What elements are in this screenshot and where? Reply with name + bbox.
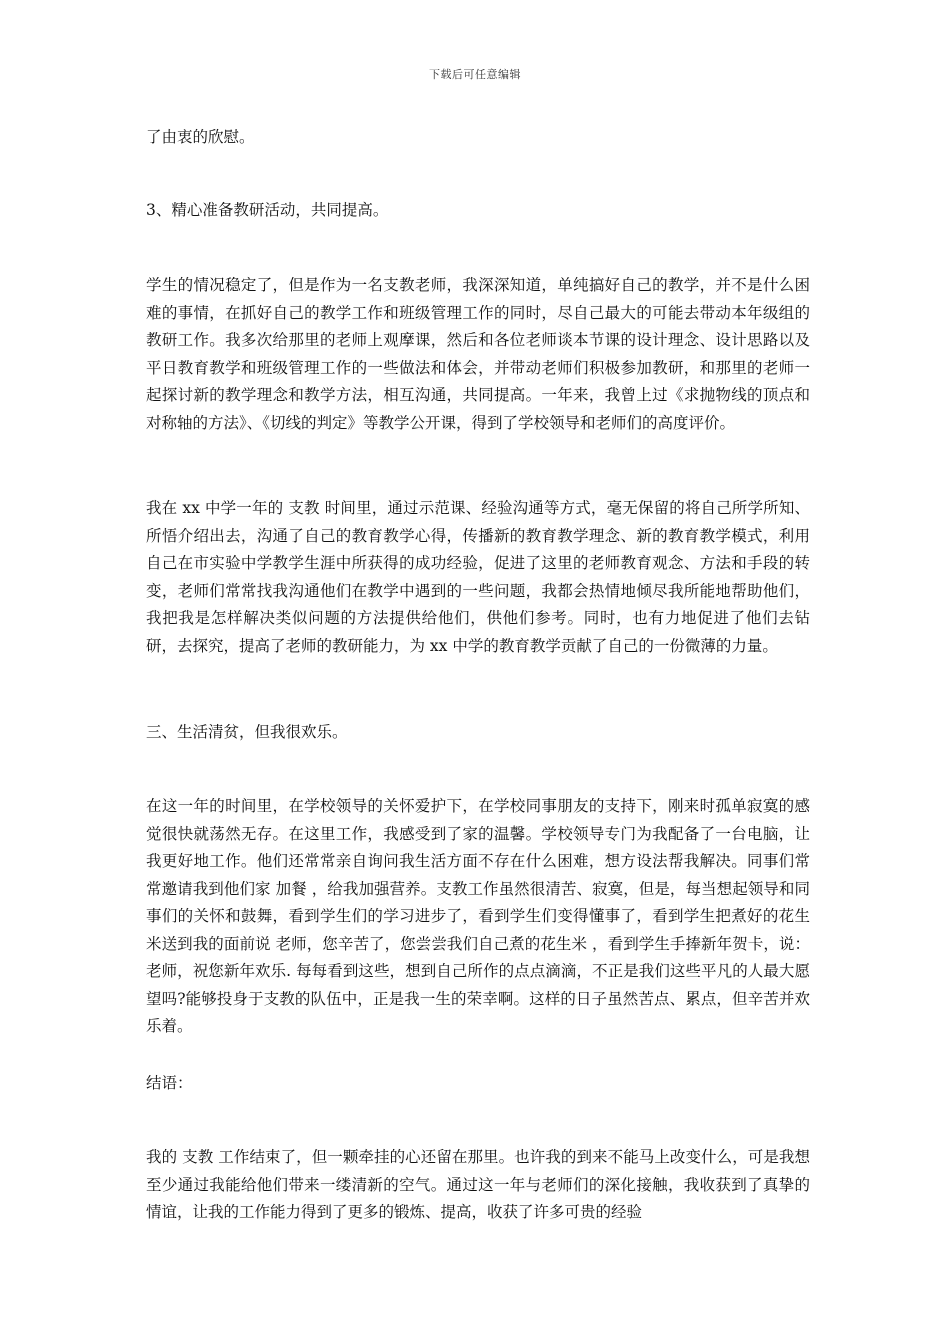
paragraph-conclusion: 我的 支教 工作结束了，但一颗牵挂的心还留在那里。也许我的到来不能马上改变什么，可是我想至少通过我能给他们带来一缕清新的空气。通过这一年与老师们的深化接触，我收获到了真挚的情谊，让我的工作能力得到了更多的锻炼、提高，收获了许多可贵的经验	[146, 1148, 810, 1221]
download-note: 下载后可任意编辑	[429, 68, 521, 81]
paragraph-teaching-research: 学生的情况稳定了，但是作为一名支教老师，我深深知道，单纯搞好自己的教学，并不是什么困难的事情，在抓好自己的教学工作和班级管理工作的同时，尽自己最大的可能去带动本年级组的教研工作。我多次给那里的老师上观摩课，然后和各位老师谈本节课的设计理念、设计思路以及平日教育教学和班级管理工作的一些做法和体会，并带动老师们积极参加教研，和那里的老师一起探讨新的教学理念和教学方法，相互沟通，共同提高。一年来，我曾上过《求抛物线的顶点和对称轴的方法》、《切线的判定》等教学公开课，得到了学校领导和老师们的高度评价。	[146, 276, 810, 432]
section-heading-life: 三、生活清贫，但我很欢乐。	[146, 723, 348, 741]
paragraph-continuation: 了由衷的欣慰。	[146, 128, 255, 146]
paragraph-life: 在这一年的时间里，在学校领导的关怀爱护下，在学校同事朋友的支持下，刚来时孤单寂寞的感觉很快就荡然无存。在这里工作，我感受到了家的温馨。学校领导专门为我配备了一台电脑，让我更好地工作。他们还常常亲自询问我生活方面不存在什么困难，想方设法帮我解决。同事们常常邀请我到他们家 加餐 ，给我加强营养。支教工作虽然很清苦、寂寞，但是，每当想起领导和同事们的关怀和鼓舞，看到学生们的学习进步了，看到学生们变得懂事了，看到学生把煮好的花生米送到我的面前说 老师，您辛苦了，您尝尝我们自己煮的花生米 ，看到学生手捧新年贺卡，说： 老师，祝您新年欢乐. 每每看到这些，想到自己所作的点点滴滴，不正是我们这些平凡的人最大愿望吗?能够投身于支教的队伍中，正是我一生的荣幸啊。这样的日子虽然苦点、累点，但辛苦并欢乐着。	[146, 797, 810, 1035]
section-heading-3: 3、精心准备教研活动，共同提高。	[146, 201, 389, 219]
section-heading-conclusion: 结语：	[146, 1074, 193, 1092]
paragraph-one-year-support: 我在 xx 中学一年的 支教 时间里，通过示范课、经验沟通等方式，毫无保留的将自己所学所知、所悟介绍出去，沟通了自己的教育教学心得，传播新的教育教学理念、新的教育教学模式，利用自己在市实验中学教学生涯中所获得的成功经验，促进了这里的老师教育观念、方法和手段的转变，老师们常常找我沟通他们在教学中遇到的一些问题，我都会热情地倾尽我所能地帮助他们，我把我是怎样解决类似问题的方法提供给他们，供他们参考。同时，也有力地促进了他们去钻研，去探究，提高了老师的教研能力，为 xx 中学的教育教学贡献了自己的一份微薄的力量。	[146, 499, 810, 655]
